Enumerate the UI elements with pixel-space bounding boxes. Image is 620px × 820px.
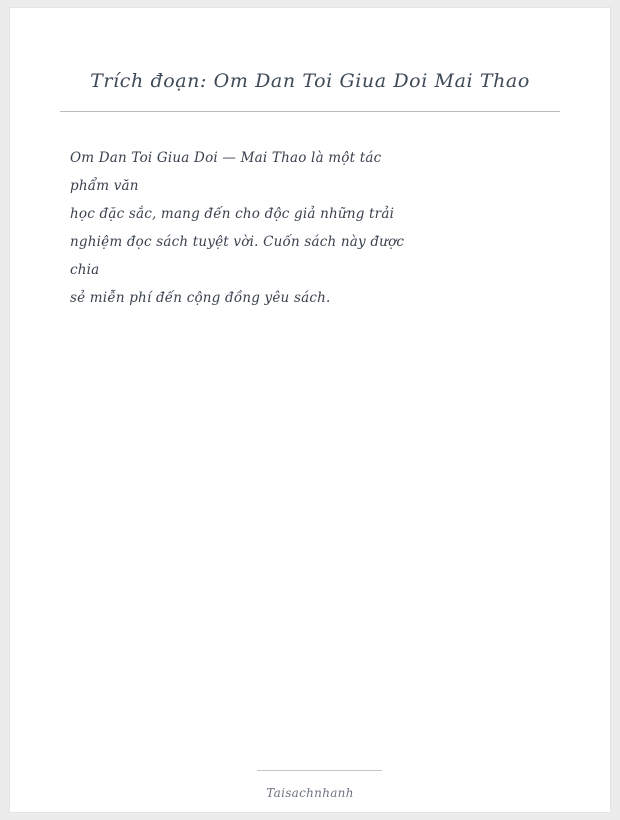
footer-watermark: Taisachnhanh <box>266 786 354 800</box>
footer-divider <box>257 770 382 771</box>
body-line: nghiệm đọc sách tuyệt vời. Cuốn sách này được <box>70 234 405 250</box>
title-divider <box>60 111 560 112</box>
document-page <box>10 8 610 812</box>
body-line: phẩm văn <box>70 178 139 194</box>
document-body <box>70 144 510 312</box>
page-title: Trích đoạn: Om Dan Toi Giua Doi Mai Thao <box>90 70 530 92</box>
body-line: học đặc sắc, mang đến cho độc giả những trải <box>70 206 395 222</box>
body-line: Om Dan Toi Giua Doi — Mai Thao là một tác <box>70 150 382 166</box>
body-line: chia <box>70 262 100 278</box>
body-line: sẻ miễn phí đến cộng đồng yêu sách. <box>70 290 331 306</box>
